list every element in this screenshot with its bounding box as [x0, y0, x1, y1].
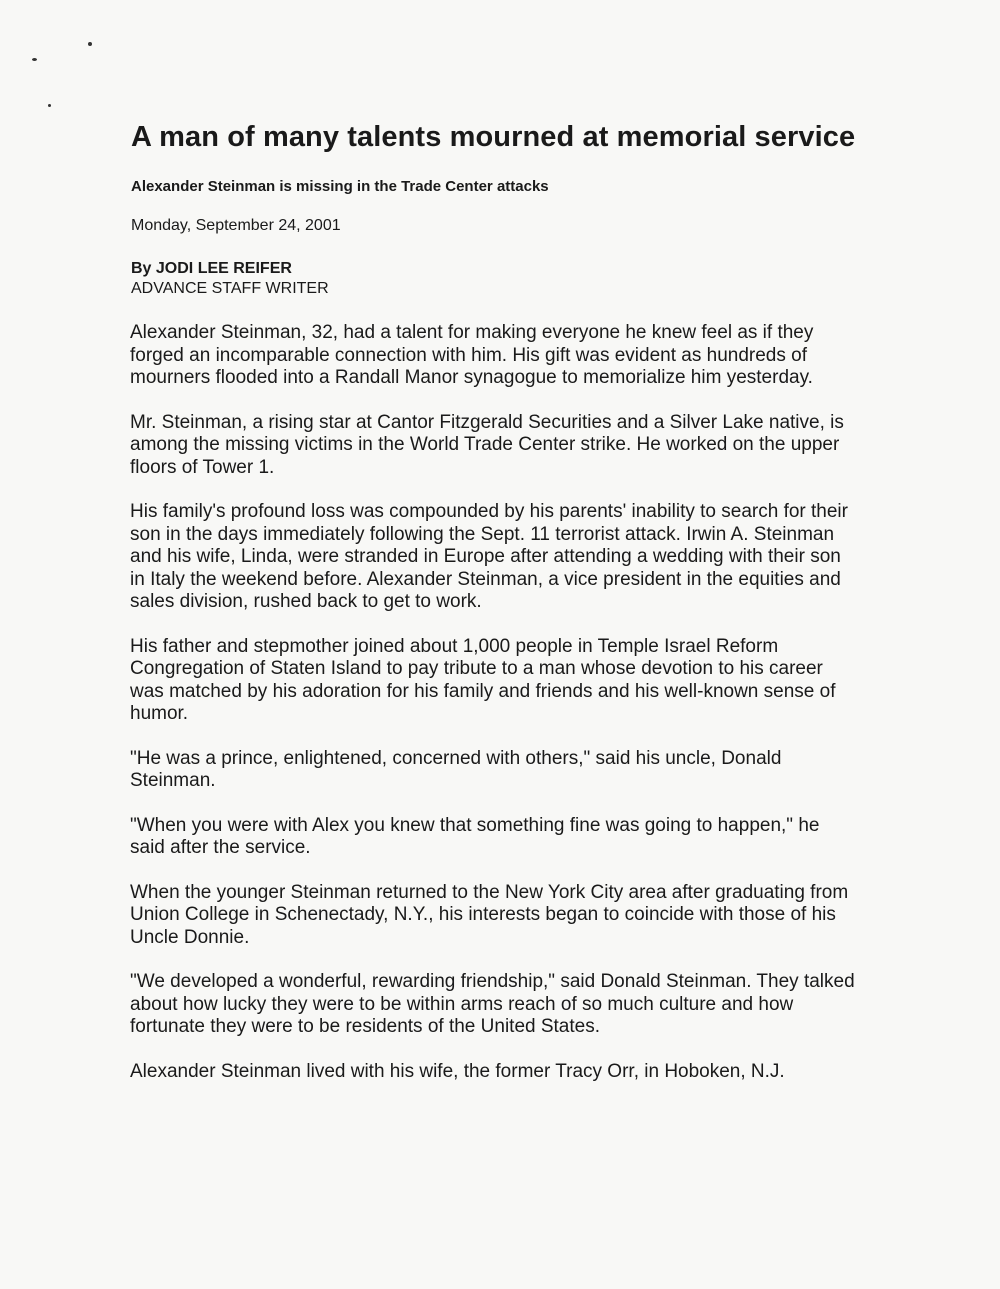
article-headline: A man of many talents mourned at memorial service — [131, 121, 856, 153]
article-paragraph: Alexander Steinman, 32, had a talent for making everyone he knew feel as if they forged an incomparable connection with him. His gift was evident as hundreds of mourners flooded into a Randall Manor synagogue to memorialize him yesterday. — [130, 322, 814, 388]
article-paragraph: When the younger Steinman returned to the New York City area after graduating from Union College in Schenectady, N.Y., his interests began to coincide with those of his Uncle Donnie. — [130, 881, 849, 948]
article-paragraph: Mr. Steinman, a rising star at Cantor Fitzgerald Securities and a Silver Lake native, is among the missing victims in the World Trade Center strike. He worked on the upper floors of Tower 1. — [130, 411, 844, 478]
article-paragraph: "We developed a wonderful, rewarding friendship," said Donald Steinman. They talked about how lucky they were to be within arms reach of so much culture and how fortunate they were to be residents of the United States. — [130, 971, 855, 1037]
article-paragraph: Alexander Steinman lived with his wife, the former Tracy Orr, in Hoboken, N.J. — [130, 1060, 785, 1082]
byline-title: ADVANCE STAFF WRITER — [131, 280, 329, 297]
article-date: Monday, September 24, 2001 — [131, 217, 341, 234]
scan-speck — [88, 42, 92, 46]
byline-author: By JODI LEE REIFER — [131, 260, 292, 277]
scan-speck — [32, 58, 37, 61]
article-subheadline: Alexander Steinman is missing in the Trade Center attacks — [131, 178, 549, 195]
article — [128, 120, 858, 1105]
scan-speck — [48, 104, 51, 107]
article-paragraph: His father and stepmother joined about 1,000 people in Temple Israel Reform Congregation of Staten Island to pay tribute to a man whose devotion to his career was matched by his adoration for his family and friends and his well-known sense of humor. — [130, 635, 836, 724]
byline-block — [131, 259, 858, 299]
article-paragraph: "When you were with Alex you knew that something fine was going to happen," he said after the service. — [130, 814, 820, 858]
article-paragraph: His family's profound loss was compounded by his parents' inability to search for their son in the days immediately following the Sept. 11 terrorist attack. Irwin A. Steinman and his wife, Linda, were stranded in Europe after attending a wedding with their son in Italy the weekend before. Alexander Steinman, a vice president in the equities and sales division, rushed back to get to work. — [130, 501, 848, 612]
article-paragraph: "He was a prince, enlightened, concerned with others," said his uncle, Donald Steinman. — [130, 747, 782, 791]
